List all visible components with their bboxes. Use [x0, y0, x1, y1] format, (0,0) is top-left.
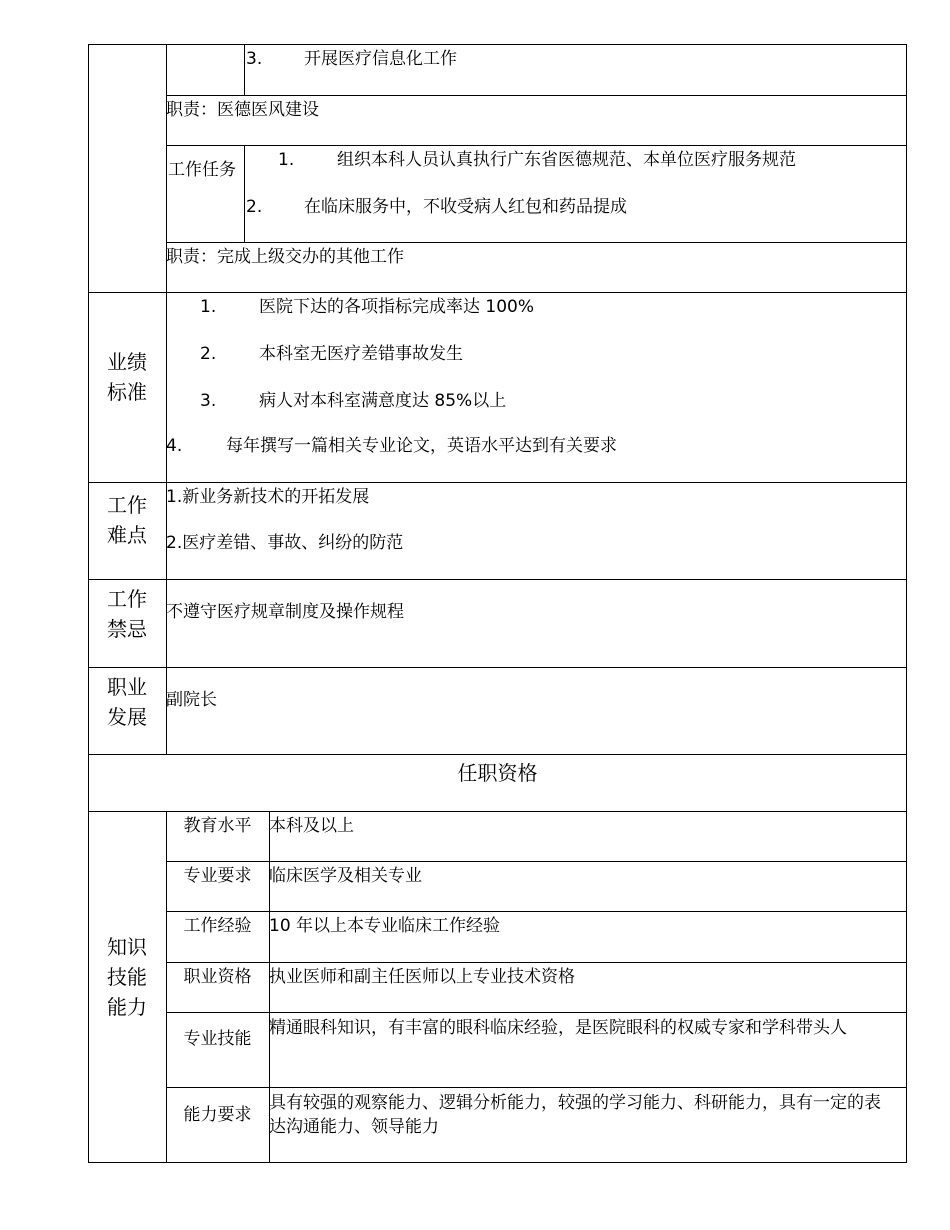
performance-item-text: 本科室无医疗差错事故发生 — [259, 344, 463, 364]
row-divider — [166, 242, 907, 243]
qualification-label: 教育水平 — [183, 816, 252, 836]
duty-other-title: 职责：完成上级交办的其他工作 — [166, 247, 404, 267]
career-label: 职业发展 — [107, 675, 147, 729]
taboos-text: 不遵守医疗规章制度及操作规程 — [166, 602, 404, 622]
row-divider — [166, 95, 907, 96]
performance-item-text: 病人对本科室满意度达 85%以上 — [259, 391, 507, 411]
table-border-top — [88, 44, 907, 45]
row-divider — [88, 579, 907, 580]
column-divider — [244, 44, 245, 96]
row-divider — [166, 1012, 907, 1013]
duty-item-number: 3. — [246, 49, 263, 69]
row-divider — [88, 811, 907, 812]
qualifications-group-label: 知识技能能力 — [107, 935, 147, 1019]
career-text: 副院长 — [166, 690, 217, 710]
row-divider — [88, 292, 907, 293]
qualification-value: 具有较强的观察能力、逻辑分析能力，较强的学习能力、科研能力，具有一定的表达沟通能力、领导能力 — [269, 1093, 881, 1137]
performance-item-number: 4. — [166, 436, 183, 456]
row-divider — [88, 482, 907, 483]
qualification-label: 职业资格 — [183, 967, 252, 987]
column-divider — [166, 44, 167, 755]
difficulties-label: 工作难点 — [107, 493, 147, 547]
row-divider — [166, 962, 907, 963]
difficulty-item: 1.新业务新技术的开拓发展 — [166, 487, 370, 507]
performance-item-number: 1. — [200, 297, 217, 317]
row-divider — [166, 1087, 907, 1088]
task-label: 工作任务 — [168, 160, 236, 180]
duty-ethics-title: 职责：医德医风建设 — [166, 100, 319, 120]
table-border-right — [906, 44, 907, 1163]
performance-item-text: 每年撰写一篇相关专业论文，英语水平达到有关要求 — [226, 436, 617, 456]
qualification-label: 工作经验 — [183, 916, 252, 936]
column-divider — [244, 145, 245, 243]
qualifications-header: 任职资格 — [457, 761, 538, 785]
performance-item-text: 医院下达的各项指标完成率达 100% — [259, 297, 535, 317]
performance-item-number: 3. — [200, 391, 217, 411]
task-item-text: 组织本科人员认真执行广东省医德规范、本单位医疗服务规范 — [337, 150, 796, 170]
performance-item-number: 2. — [200, 344, 217, 364]
qualification-value: 执业医师和副主任医师以上专业技术资格 — [269, 967, 575, 987]
task-item-text: 在临床服务中，不收受病人红包和药品提成 — [304, 197, 627, 217]
qualification-value: 临床医学及相关专业 — [269, 866, 422, 886]
row-divider — [166, 861, 907, 862]
qualification-value: 精通眼科知识，有丰富的眼科临床经验，是医院眼科的权威专家和学科带头人 — [269, 1018, 847, 1038]
qualification-label: 专业技能 — [183, 1029, 252, 1049]
row-divider — [166, 145, 907, 146]
task-item-number: 1. — [278, 150, 295, 170]
duty-item-text: 开展医疗信息化工作 — [304, 49, 457, 69]
qualification-value: 10 年以上本专业临床工作经验 — [269, 916, 501, 936]
qualification-value: 本科及以上 — [269, 816, 354, 836]
taboos-label: 工作禁忌 — [107, 587, 147, 641]
table-border-left — [88, 44, 89, 1163]
difficulty-item: 2.医疗差错、事故、纠纷的防范 — [166, 533, 404, 553]
qualification-label: 能力要求 — [183, 1105, 252, 1125]
row-divider — [88, 754, 907, 755]
row-divider — [88, 667, 907, 668]
performance-label: 业绩标准 — [107, 350, 147, 404]
table-border-bottom — [88, 1162, 907, 1163]
task-item-number: 2. — [246, 197, 263, 217]
row-divider — [166, 911, 907, 912]
qualification-label: 专业要求 — [183, 866, 252, 886]
